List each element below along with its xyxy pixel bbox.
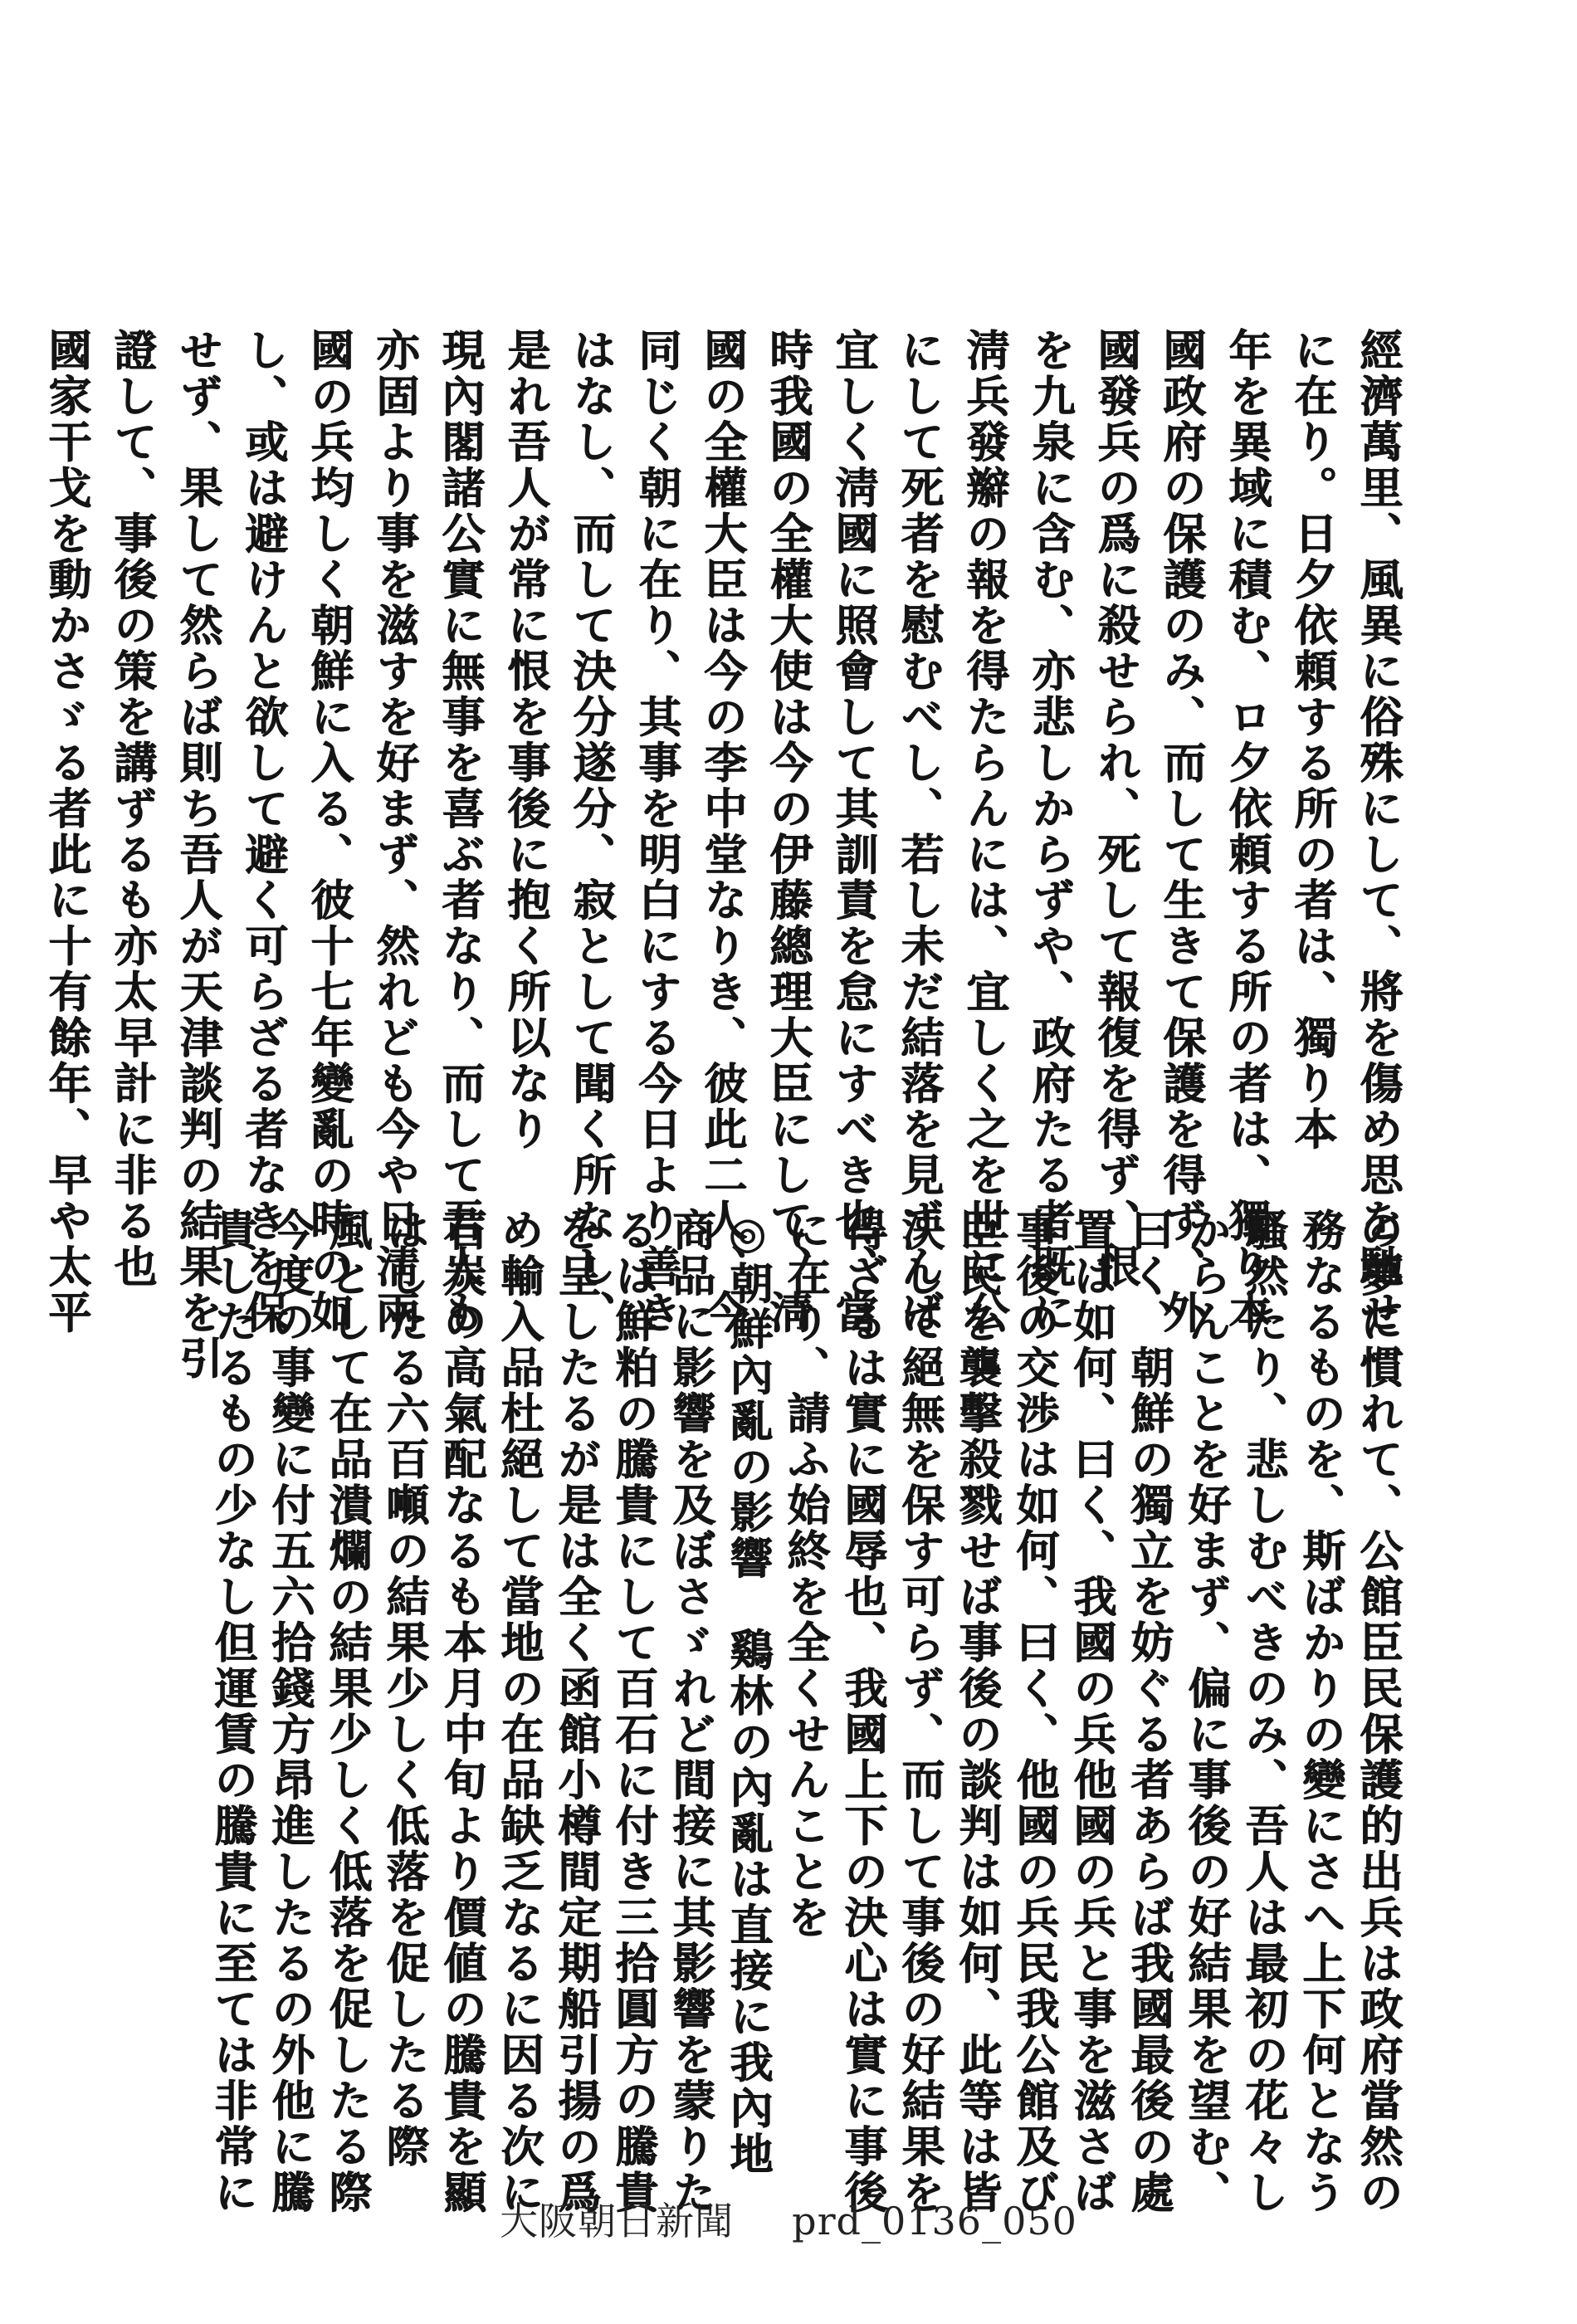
page-id: prd_0136_050 (792, 2199, 1077, 2243)
text-column: を呈したるが是は全く函館小樽間定期船引揚の爲 (550, 1208, 601, 2216)
text-column: 宜しく淸國に照會して其訓責を怠にすべき也、當 (828, 328, 878, 1336)
text-column: からんことを好まず、偏に事後の好結果を望む、 (1180, 1208, 1231, 2216)
text-column: 置は如何、曰く、我國の兵他國の兵と事を滋さば (1066, 1208, 1116, 2216)
text-column: はしたる六百噸の結果少しく低落を促したる際 (378, 1208, 429, 2170)
text-column: 事後の交渉は如何、曰く、他國の兵民我公館及び (1008, 1208, 1059, 2216)
text-column: 風として在品潰爛の結果少しく低落を促したる際 (321, 1208, 372, 2216)
text-column: 證して、事後の策を講ずるも亦太早計に非る也 (106, 328, 157, 1291)
text-column: 是れ吾人が常に恨を事後に抱く所以なり (500, 328, 550, 1153)
page-caption (0, 2191, 1577, 2246)
text-column: せず、果して然らば則ち吾人が天津談判の結果を引 (172, 328, 222, 1382)
text-column: 曰く、朝鮮の獨立を妨ぐる者あらば我國最後の處 (1123, 1208, 1174, 2216)
section-heading-column: ◎朝鮮內亂の影響 鷄林の內亂は直接に我內地 (722, 1208, 773, 2178)
text-column: 臣民を襲擊殺戮せば事後の談判は如何、此等は皆 (951, 1208, 1002, 2216)
text-column: 今度の事變に付五六拾錢方昂進したるの外他に騰 (264, 1208, 315, 2216)
text-column: 國の全權大臣は今の李中堂なりき、彼此二人、今 (696, 328, 747, 1336)
text-column: 現內閣諸公實に無事を喜ぶ者なり、而して吾人も (434, 328, 485, 1336)
text-column: を九泉に含む、亦悲しからずや、政府たる者既に (1024, 328, 1075, 1336)
text-column: 貴したるもの少なし但運賃の騰貴に至ては非常に (207, 1208, 257, 2216)
text-column: はなし、而して決分遂分、寂として聞く所なし、 (565, 328, 616, 1336)
text-column: 經濟萬里、風異に俗殊にして、將を傷め思を馳せ (1352, 328, 1403, 1336)
text-column: にして死者を慰むべし、若し未だ結落を見ずんば (893, 328, 944, 1336)
article-bottom-block (187, 1208, 1403, 2216)
text-column: し、或は避けんと欲して避く可らざる者なきを保 (237, 328, 288, 1336)
article-top-block (41, 328, 1403, 1382)
text-column: 國發兵の爲に殺せられ、死して報復を得ず、恨 (1090, 328, 1140, 1291)
text-column: 騷然たり、悲しむべきのみ、吾人は最初の花々し (1238, 1208, 1288, 2216)
text-column: 商品に影響を及ぼさゞれど間接に其影響を蒙りた (665, 1208, 715, 2216)
newspaper-name: 大阪朝日新聞 (500, 2199, 735, 2243)
text-column: に在り。日夕依頼する所の者は、獨り本 (1286, 328, 1337, 1153)
text-column: 得ざるは實に國辱也、我國上下の決心は實に事後 (837, 1208, 887, 2216)
text-column: 務なるものを、斯ばかりの變にさへ上下何となう (1295, 1208, 1345, 2216)
text-column: 同じく朝に在り、其事を明白にする今日より善き (631, 328, 681, 1336)
text-column: め輸入品杜絕して當地の在品缺乏なるに因る次に (493, 1208, 544, 2216)
text-column: に在り、請ふ始終を全くせんことを (779, 1208, 830, 1941)
text-column: 時我國の全權大使は今の伊藤總理大臣にして、淸 (762, 328, 813, 1336)
text-column: 國家干戈を動かさゞる者此に十有餘年、早や太平 (41, 328, 91, 1336)
text-column: るは鮮粕の騰貴にして百石に付き三拾圓方の騰貴 (608, 1208, 658, 2216)
text-column: の夢に慣れて、公館臣民保護的出兵は政府當然の (1352, 1208, 1403, 2216)
text-column: 國政府の保護のみ、而して生きて保護を得ず、外 (1155, 328, 1206, 1336)
text-column: 淸兵發辮の報を得たらんには、宜しく之を世に公 (959, 328, 1009, 1336)
text-column: 亦固より事を滋すを好まず、然れども今や日淸兩 (369, 328, 419, 1336)
text-column: 年を異域に積む、ロ夕依頼する所の者は、獨り本 (1221, 328, 1272, 1336)
text-column: 國の兵均しく朝鮮に入る、彼十七年變亂の時の如 (303, 328, 354, 1336)
text-column: 石炭の高氣配なるも本月中旬より價値の騰貴を顯 (436, 1208, 486, 2216)
text-column: 決して絕無を保す可らず、而して事後の好結果を (894, 1208, 945, 2216)
